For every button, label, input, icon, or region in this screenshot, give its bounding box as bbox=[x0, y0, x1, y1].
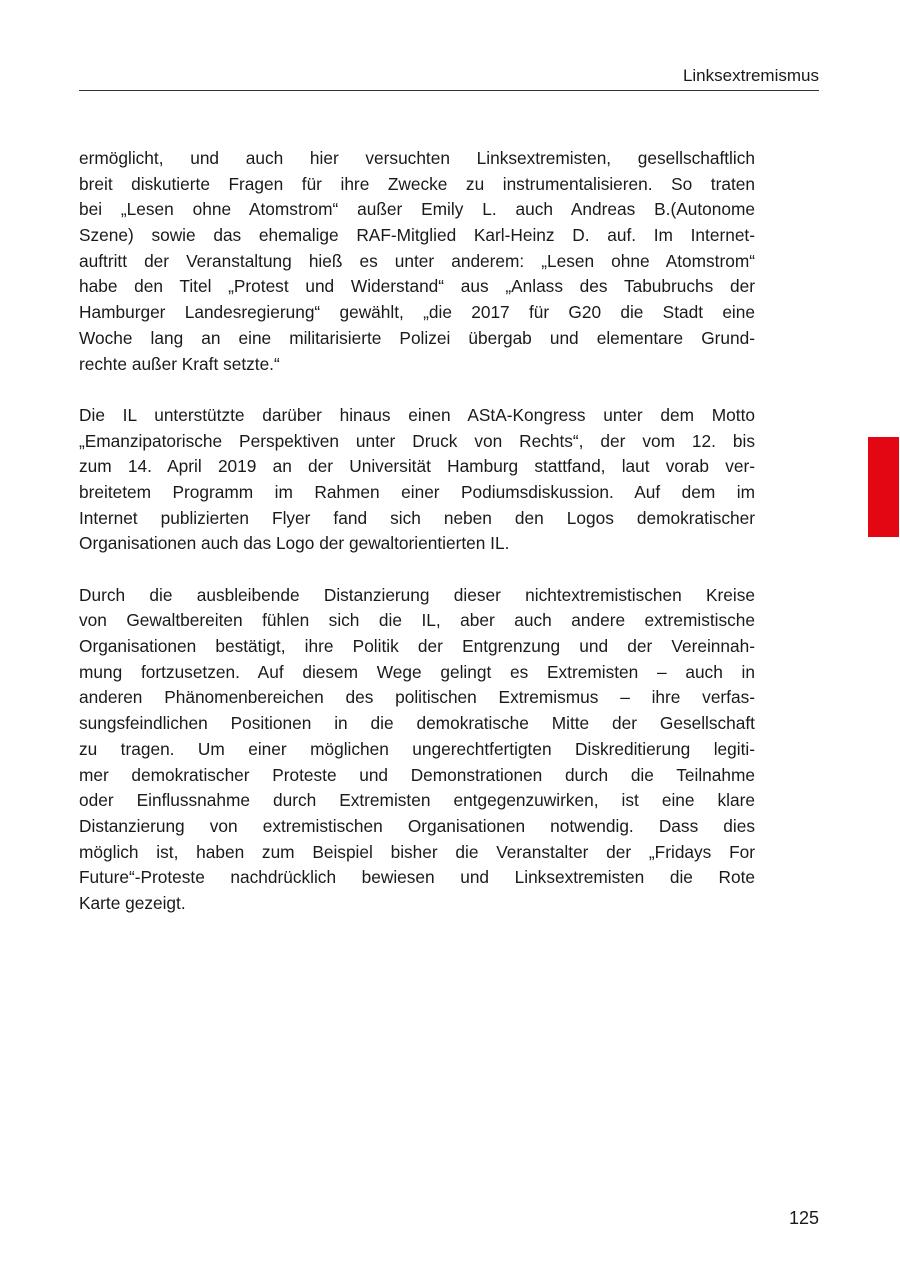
text-line: Durch die ausbleibende Distanzierung dieser nichtextremistischen Kreise bbox=[79, 584, 755, 605]
text-line: mer demokratischer Proteste und Demonstrationen durch die Teilnahme bbox=[79, 764, 755, 785]
text-line: anderen Phänomenbereichen des politischen Extremismus – ihre verfas- bbox=[79, 687, 755, 708]
header-divider bbox=[79, 90, 819, 91]
text-line: Woche lang an eine militarisierte Polizei übergab und elementare Grund- bbox=[79, 327, 755, 348]
text-line: Die IL unterstützte darüber hinaus einen AStA-Kongress unter dem Motto bbox=[79, 404, 755, 425]
paragraph bbox=[79, 146, 755, 377]
text-line: Internet publizierten Flyer fand sich neben den Logos demokratischer bbox=[79, 507, 755, 528]
paragraph bbox=[79, 583, 755, 917]
text-line: rechte außer Kraft setzte.“ bbox=[79, 353, 280, 374]
text-line: auftritt der Veranstaltung hieß es unter anderem: „Lesen ohne Atomstrom“ bbox=[79, 250, 755, 271]
text-line: habe den Titel „Protest und Widerstand“ aus „Anlass des Tabubruchs der bbox=[79, 276, 755, 297]
text-line: Hamburger Landesregierung“ gewählt, „die 2017 für G20 die Stadt eine bbox=[79, 302, 755, 323]
running-header: Linksextremismus bbox=[682, 66, 819, 85]
text-line: Distanzierung von extremistischen Organisationen notwendig. Dass dies bbox=[79, 815, 755, 836]
text-line: breit diskutierte Fragen für ihre Zwecke zu instrumentalisieren. So traten bbox=[79, 173, 755, 194]
text-line: Karte gezeigt. bbox=[79, 892, 186, 913]
text-line: sungsfeindlichen Positionen in die demokratische Mitte der Gesellschaft bbox=[79, 713, 755, 734]
text-line: Organisationen bestätigt, ihre Politik der Entgrenzung und der Vereinnah- bbox=[79, 636, 755, 657]
text-line: Future“-Proteste nachdrücklich bewiesen und Linksextremisten die Rote bbox=[79, 867, 755, 888]
text-line: Organisationen auch das Logo der gewaltorientierten IL. bbox=[79, 533, 510, 554]
text-line: ermöglicht, und auch hier versuchten Linksextremisten, gesellschaftlich bbox=[79, 148, 755, 168]
text-line: „Emanzipatorische Perspektiven unter Druck von Rechts“, der vom 12. bis bbox=[79, 430, 755, 451]
page-number: 125 bbox=[788, 1208, 819, 1228]
paragraph bbox=[79, 403, 755, 557]
chapter-marker-tab bbox=[868, 437, 899, 537]
text-line: bei „Lesen ohne Atomstrom“ außer Emily L. auch Andreas B.(Autonome bbox=[79, 199, 755, 220]
text-line: zu tragen. Um einer möglichen ungerechtfertigten Diskreditierung legiti- bbox=[79, 738, 755, 759]
text-line: breitetem Programm im Rahmen einer Podiumsdiskussion. Auf dem im bbox=[79, 481, 755, 502]
text-line: möglich ist, haben zum Beispiel bisher die Veranstalter der „Fridays For bbox=[79, 841, 755, 862]
text-line: zum 14. April 2019 an der Universität Hamburg stattfand, laut vorab ver- bbox=[79, 456, 755, 477]
text-line: von Gewaltbereiten fühlen sich die IL, aber auch andere extremistische bbox=[79, 610, 755, 631]
text-line: oder Einflussnahme durch Extremisten entgegenzuwirken, ist eine klare bbox=[79, 790, 755, 811]
text-line: Szene) sowie das ehemalige RAF-Mitglied Karl-Heinz D. auf. Im Internet- bbox=[79, 225, 755, 246]
body-text bbox=[79, 146, 755, 942]
text-line: mung fortzusetzen. Auf diesem Wege gelingt es Extremisten – auch in bbox=[79, 661, 755, 682]
